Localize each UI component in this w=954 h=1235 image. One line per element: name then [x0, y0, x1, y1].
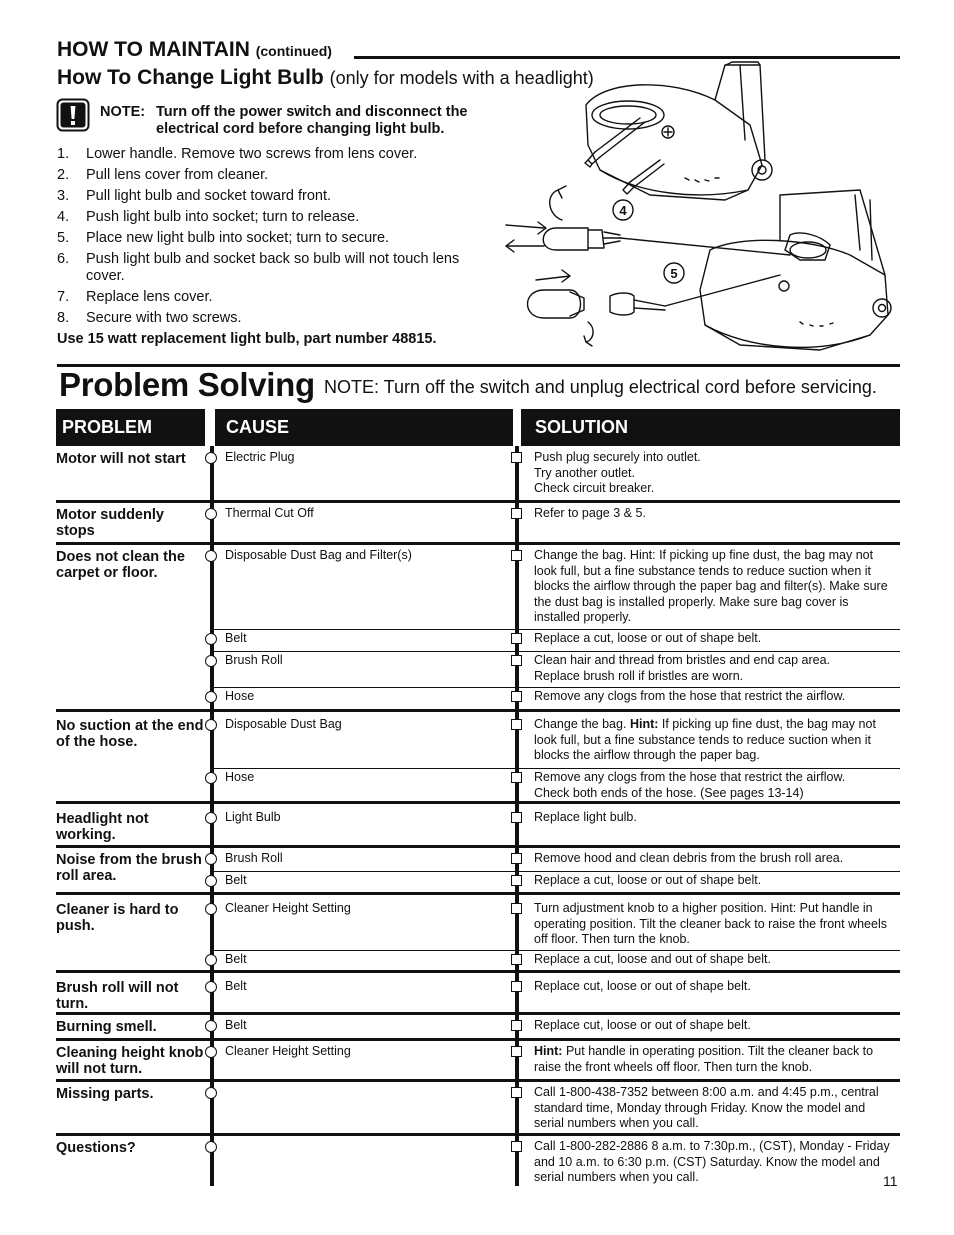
solution-bullet	[511, 1020, 522, 1031]
row-group-rule	[56, 1038, 900, 1041]
problem-label: Motor will not start	[56, 451, 186, 467]
cause-text: Brush Roll	[225, 653, 283, 667]
row-rule	[214, 651, 900, 652]
solution-body: If picking up fine dust, the bag may not look full, but a fine substance tends to reduce suction when it blocks the airflow through the paper bag.	[534, 717, 876, 762]
solution-body: Replace a cut, loose and out of shape belt.	[534, 952, 771, 966]
light-bulb-illustration	[500, 60, 900, 360]
problem-label: Headlight not working.	[56, 811, 149, 843]
cause-text: Thermal Cut Off	[225, 506, 314, 520]
cause-bullet	[205, 772, 217, 784]
problem-label: Burning smell.	[56, 1019, 157, 1035]
callout-5: 5	[670, 266, 678, 281]
cause-text: Hose	[225, 689, 255, 703]
cause-text: Belt	[225, 1018, 247, 1032]
row-rule	[214, 950, 900, 951]
solution-hint: Hint:	[534, 1044, 563, 1058]
solution-text	[534, 1139, 896, 1186]
cause-bullet	[205, 954, 217, 966]
solution-text	[534, 548, 896, 626]
solution-body: Replace a cut, loose or out of shape belt.	[534, 631, 762, 645]
solution-body: Call 1-800-438-7352 between 8:00 a.m. and 4:45 p.m., central standard time, Monday through Friday. Know the model and serial numbers when you call.	[534, 1085, 879, 1130]
bulb-part-note: Use 15 watt replacement light bulb, part number 48815.	[57, 331, 437, 347]
step-text: Pull light bulb and socket toward front.	[86, 188, 332, 204]
cause-bullet	[205, 1141, 217, 1153]
step-text: Secure with two screws.	[86, 310, 242, 326]
problem-label: Does not clean the carpet or floor.	[56, 549, 185, 581]
solution-text	[534, 631, 896, 647]
solution-text	[534, 1085, 896, 1132]
solution-body: Replace cut, loose or out of shape belt.	[534, 1018, 751, 1032]
row-group-rule	[56, 892, 900, 895]
solution-text	[534, 689, 896, 705]
cause-bullet	[205, 655, 217, 667]
problem-label: No suction at the end of the hose.	[56, 718, 204, 750]
solution-bullet	[511, 508, 522, 519]
row-rule	[214, 871, 900, 872]
cause-bullet	[205, 981, 217, 993]
solution-body: Put handle in operating position. Tilt the cleaner back to raise the front wheels off floor. Then turn the knob.	[534, 1044, 874, 1074]
row-group-rule	[56, 970, 900, 973]
subsection-note: (only for models with a headlight)	[329, 68, 594, 88]
solution-body: Remove hood and clean debris from the brush roll area.	[534, 851, 844, 865]
problem-label: Cleaner is hard to push.	[56, 902, 179, 934]
cause-text: Brush Roll	[225, 851, 283, 865]
cause-bullet	[205, 1046, 217, 1058]
cause-text: Cleaner Height Setting	[225, 1044, 351, 1058]
step-list	[57, 146, 497, 331]
step-number: 7.	[57, 289, 70, 305]
cause-bullet	[205, 1020, 217, 1032]
row-group-rule	[56, 1012, 900, 1015]
section-title	[57, 38, 332, 62]
callout-4: 4	[619, 203, 627, 218]
solution-text	[534, 851, 896, 867]
cause-text: Disposable Dust Bag	[225, 717, 342, 731]
cause-bullet	[205, 452, 217, 464]
problem-label: Missing parts.	[56, 1086, 154, 1102]
solution-body: Remove any clogs from the hose that restrict the airflow.	[534, 689, 846, 703]
problem-solving-title: Problem Solving	[59, 366, 315, 403]
solution-text	[534, 979, 896, 995]
cause-text: Belt	[225, 979, 247, 993]
solution-header: SOLUTION	[521, 409, 900, 446]
row-group-rule	[56, 845, 900, 848]
step-text: Place new light bulb into socket; turn to secure.	[86, 230, 390, 246]
cause-bullet	[205, 903, 217, 915]
solution-text	[534, 1044, 896, 1075]
row-rule	[214, 768, 900, 769]
solution-bullet	[511, 1087, 522, 1098]
row-group-rule	[56, 500, 900, 503]
solution-body: Turn adjustment knob to a higher position. Hint: Put handle in operating position. Tilt the cleaner back to raise the front wheels off floor. Then turn the knob.	[534, 901, 887, 946]
solution-bullet	[511, 903, 522, 914]
solution-body: Push plug securely into outlet. Try another outlet. Check circuit breaker.	[534, 450, 701, 495]
step-number: 4.	[57, 209, 70, 225]
solution-bullet	[511, 812, 522, 823]
step-item	[57, 167, 497, 184]
cause-bullet	[205, 1087, 217, 1099]
row-group-rule	[56, 709, 900, 712]
step-item	[57, 310, 497, 327]
step-item	[57, 146, 497, 163]
note-line: Turn off the power switch and disconnect the	[156, 104, 468, 120]
row-rule	[214, 687, 900, 688]
warning-icon	[56, 98, 90, 132]
step-number: 5.	[57, 230, 70, 246]
row-group-rule	[56, 801, 900, 804]
step-text: Pull lens cover from cleaner.	[86, 167, 269, 183]
solution-text	[534, 810, 896, 826]
step-item	[57, 209, 497, 226]
solution-bullet	[511, 954, 522, 965]
power-note	[100, 104, 520, 138]
row-group-rule	[56, 542, 900, 545]
problem-solving-note: NOTE: Turn off the switch and unplug electrical cord before servicing.	[324, 377, 877, 397]
cause-header: CAUSE	[215, 409, 513, 446]
note-label: NOTE:	[100, 104, 146, 120]
problem-label: Noise from the brush roll area.	[56, 852, 202, 884]
cause-text: Belt	[225, 873, 247, 887]
cause-text: Disposable Dust Bag and Filter(s)	[225, 548, 412, 562]
cause-text: Hose	[225, 770, 255, 784]
cause-bullet	[205, 812, 217, 824]
cause-bullet	[205, 691, 217, 703]
solution-bullet	[511, 981, 522, 992]
solution-body: Refer to page 3 & 5.	[534, 506, 646, 520]
problem-label: Cleaning height knob will not turn.	[56, 1045, 204, 1077]
solution-text	[534, 506, 896, 522]
problem-label: Questions?	[56, 1140, 136, 1156]
solution-bullet	[511, 875, 522, 886]
solution-bullet	[511, 719, 522, 730]
step-number: 8.	[57, 310, 70, 326]
note-line: electrical cord before changing light bulb.	[156, 121, 445, 137]
solution-body: Change the bag. Hint: If picking up fine dust, the bag may not look full, but a fine substance tends to reduce suction when it blocks the airflow through the paper bag and filter(s). Make sure the dust bag is installed properly. Make sure bag cover is installed properly.	[534, 548, 888, 624]
title-rule	[354, 56, 900, 59]
section-title-text: HOW TO MAINTAIN	[57, 38, 250, 61]
step-item	[57, 251, 497, 285]
solution-body: Replace a cut, loose or out of shape belt.	[534, 873, 762, 887]
solution-body: Remove any clogs from the hose that restrict the airflow. Check both ends of the hose. (See pages 13-14)	[534, 770, 846, 800]
solution-bullet	[511, 633, 522, 644]
row-rule	[214, 629, 900, 630]
step-text: Lower handle. Remove two screws from lens cover.	[86, 146, 418, 162]
solution-bullet	[511, 452, 522, 463]
step-number: 3.	[57, 188, 70, 204]
solution-text	[534, 952, 896, 968]
step-item	[57, 289, 497, 306]
row-group-rule	[56, 1133, 900, 1136]
cause-bullet	[205, 853, 217, 865]
solution-body: Clean hair and thread from bristles and end cap area. Replace brush roll if bristles are worn.	[534, 653, 831, 683]
cause-bullet	[205, 633, 217, 645]
cause-text: Belt	[225, 952, 247, 966]
problem-header: PROBLEM	[56, 409, 205, 446]
cause-text: Cleaner Height Setting	[225, 901, 351, 915]
cause-bullet	[205, 875, 217, 887]
solution-text	[534, 450, 896, 497]
cause-bullet	[205, 508, 217, 520]
solution-text	[534, 717, 896, 764]
solution-body: Call 1-800-282-2886 8 a.m. to 7:30p.m., (CST), Monday - Friday and 10 a.m. to 6:30 p.m. (CST) Saturday. Know the model and serial numbers when you call.	[534, 1139, 890, 1184]
row-group-rule	[56, 1079, 900, 1082]
continued-label: (continued)	[255, 43, 332, 59]
solution-text	[534, 901, 896, 948]
solution-text	[534, 770, 896, 801]
solution-bullet	[511, 655, 522, 666]
solution-prefix: Change the bag.	[534, 717, 627, 731]
solution-bullet	[511, 772, 522, 783]
solution-bullet	[511, 691, 522, 702]
cause-text: Light Bulb	[225, 810, 281, 824]
solution-text	[534, 653, 896, 684]
solution-bullet	[511, 550, 522, 561]
solution-hint: Hint:	[629, 717, 659, 731]
step-text: Replace lens cover.	[86, 289, 213, 305]
solution-bullet	[511, 1046, 522, 1057]
cause-text: Belt	[225, 631, 247, 645]
solution-bullet	[511, 1141, 522, 1152]
step-number: 6.	[57, 251, 70, 267]
step-number: 2.	[57, 167, 70, 183]
solution-text	[534, 1018, 896, 1034]
cause-bullet	[205, 550, 217, 562]
subsection-title-text: How To Change Light Bulb	[57, 66, 324, 89]
solution-body: Replace light bulb.	[534, 810, 637, 824]
problem-label: Motor suddenly stops	[56, 507, 164, 539]
solution-text	[534, 873, 896, 889]
step-number: 1.	[57, 146, 70, 162]
solution-bullet	[511, 853, 522, 864]
page-number: 11	[883, 1173, 898, 1189]
solution-body: Replace cut, loose or out of shape belt.	[534, 979, 751, 993]
cause-text: Electric Plug	[225, 450, 295, 464]
step-item	[57, 230, 497, 247]
problem-label: Brush roll will not turn.	[56, 980, 179, 1012]
step-text: Push light bulb and socket back so bulb will not touch lens cover.	[86, 251, 460, 284]
step-text: Push light bulb into socket; turn to release.	[86, 209, 360, 225]
step-item	[57, 188, 497, 205]
cause-bullet	[205, 719, 217, 731]
